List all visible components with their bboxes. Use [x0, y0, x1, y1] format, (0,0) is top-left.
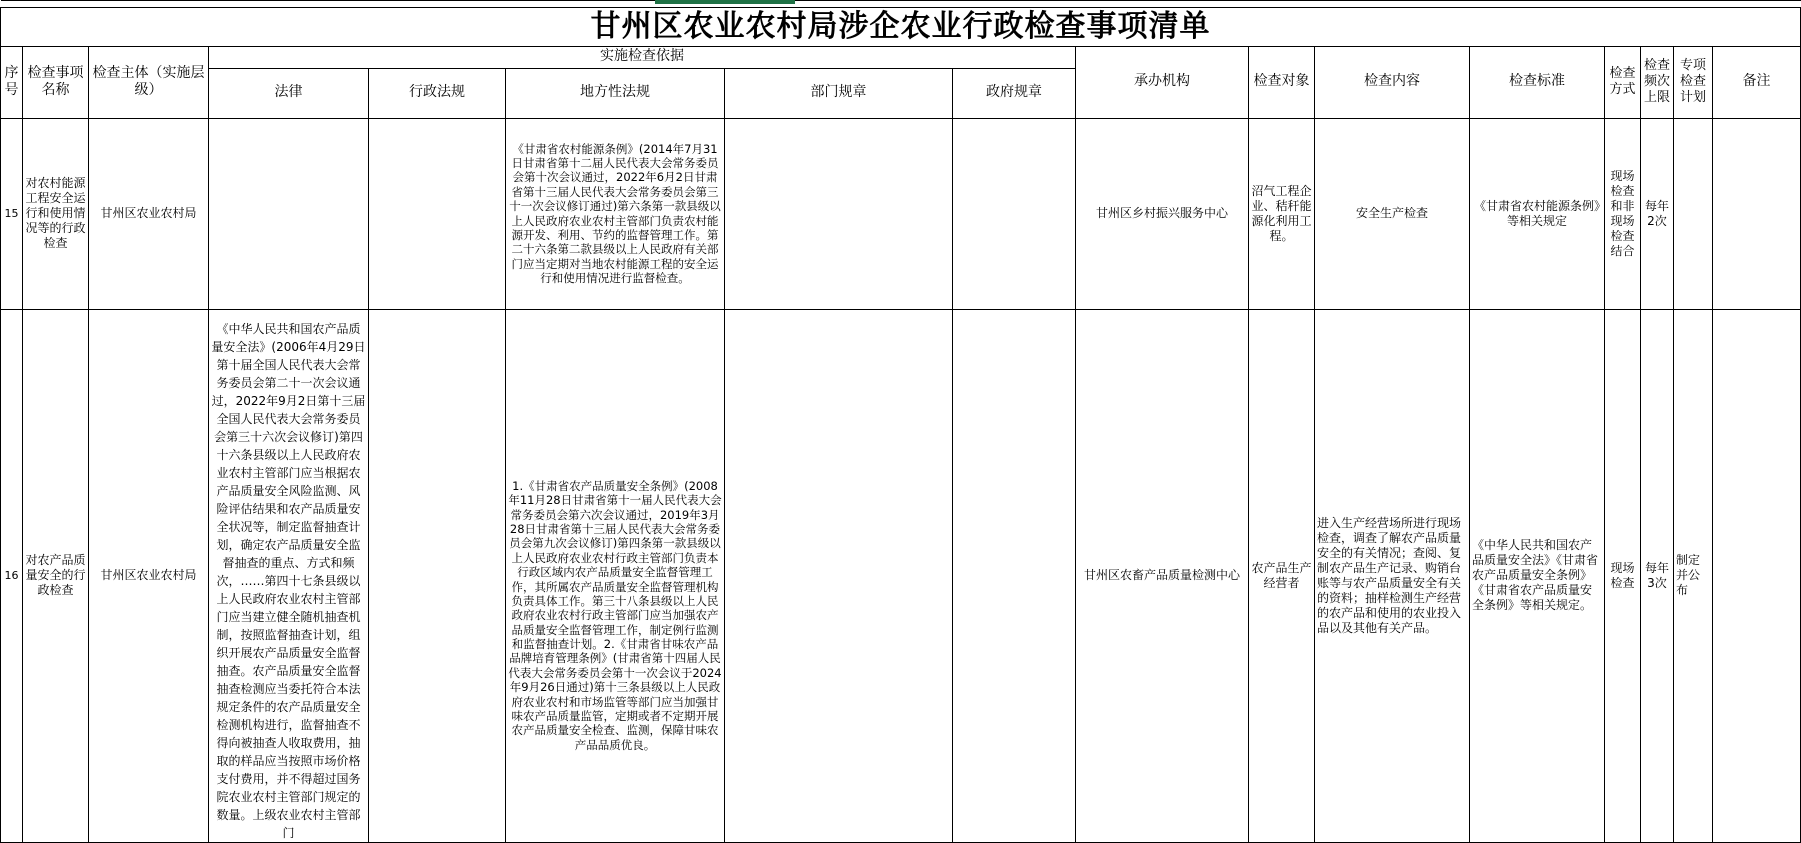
header-special-plan[interactable]: 专项检查计划 — [1674, 46, 1713, 118]
cell-seq[interactable]: 16 — [1, 309, 23, 842]
cell-freq[interactable]: 每年3次 — [1641, 309, 1674, 842]
cell-dept-rule[interactable] — [725, 118, 953, 309]
cell-law[interactable] — [209, 118, 369, 309]
cell-standard[interactable]: 《中华人民共和国农产品质量安全法》《甘肃省农产品质量安全条例》《甘肃省农产品质量安全条例》等相关规定。 — [1470, 309, 1605, 842]
header-subject[interactable]: 检查主体（实施层级） — [89, 46, 209, 118]
cell-method[interactable]: 现场检查和非现场检查结合 — [1605, 118, 1641, 309]
header-local-reg[interactable]: 地方性法规 — [506, 68, 725, 118]
cell-admin-reg[interactable] — [369, 309, 506, 842]
cell-admin-reg[interactable] — [369, 118, 506, 309]
cell-special-plan[interactable]: 制定并公布 — [1674, 309, 1713, 842]
cell-content[interactable]: 安全生产检查 — [1315, 118, 1470, 309]
header-target[interactable]: 检查对象 — [1249, 46, 1315, 118]
header-dept-rule[interactable]: 部门规章 — [725, 68, 953, 118]
cell-subject[interactable]: 甘州区农业农村局 — [89, 118, 209, 309]
header-item-name[interactable]: 检查事项名称 — [23, 46, 89, 118]
cell-target[interactable]: 农产品生产经营者 — [1249, 309, 1315, 842]
cell-agency[interactable]: 甘州区乡村振兴服务中心 — [1076, 118, 1249, 309]
header-remark[interactable]: 备注 — [1713, 46, 1801, 118]
cell-method[interactable]: 现场检查 — [1605, 309, 1641, 842]
cell-target[interactable]: 沼气工程企业、秸秆能源化利用工程。 — [1249, 118, 1315, 309]
cell-remark[interactable] — [1713, 118, 1801, 309]
cell-agency[interactable]: 甘州区农畜产品质量检测中心 — [1076, 309, 1249, 842]
cell-remark[interactable] — [1713, 309, 1801, 842]
selected-cell-indicator — [655, 0, 795, 4]
cell-freq[interactable]: 每年2次 — [1641, 118, 1674, 309]
header-standard[interactable]: 检查标准 — [1470, 46, 1605, 118]
cell-dept-rule[interactable] — [725, 309, 953, 842]
table-row — [1, 309, 1801, 842]
table-row — [1, 118, 1801, 309]
cell-local-reg[interactable]: 《甘肃省农村能源条例》(2014年7月31日甘肃省第十二届人民代表大会常务委员会第十次会议通过，2022年6月2日甘肃省第十三届人民代表大会常务委员会第三十一次会议修订通过)第六条第一款县级以上人民政府农业农村主管部门负责农村能源开发、利用、节约的监督管理工作。第二十六条第二款县级以上人民政府有关部门应当定期对当地农村能源工程的安全运行和使用情况进行监督检查。 — [506, 118, 725, 309]
header-method[interactable]: 检查方式 — [1605, 46, 1641, 118]
header-freq[interactable]: 检查频次上限 — [1641, 46, 1674, 118]
header-basis-group[interactable]: 实施检查依据 — [209, 46, 1076, 68]
cell-law[interactable]: 《中华人民共和国农产品质量安全法》(2006年4月29日第十届全国人民代表大会常务委员会第二十一次会议通过，2022年9月2日第十三届全国人民代表大会常务委员会第三十六次会议修订)第四十六条县级以上人民政府农业农村主管部门应当根据农产品质量安全风险监测、风险评估结果和农产品质量安全状况等，制定监督抽查计划，确定农产品质量安全监督抽查的重点、方式和频次，……第四十七条县级以上人民政府农业农村主管部门应当建立健全随机抽查机制，按照监督抽查计划，组织开展农产品质量安全监督抽查。农产品质量安全监督抽查检测应当委托符合本法规定条件的农产品质量安全检测机构进行，监督抽查不得向被抽查人收取费用，抽取的样品应当按照市场价格支付费用，并不得超过国务院农业农村主管部门规定的数量。上级农业农村主管部门 — [209, 309, 369, 842]
sheet-title[interactable]: 甘州区农业农村局涉企农业行政检查事项清单 — [1, 8, 1801, 47]
header-row-1 — [1, 46, 1801, 68]
cell-subject[interactable]: 甘州区农业农村局 — [89, 309, 209, 842]
header-content[interactable]: 检查内容 — [1315, 46, 1470, 118]
cell-content[interactable]: 进入生产经营场所进行现场检查，调查了解农产品质量安全的有关情况；查阅、复制农产品生产记录、购销台账等与农产品质量安全有关的资料；抽样检测生产经营的农产品和使用的农业投入品以及其他有关产品。 — [1315, 309, 1470, 842]
cell-item-name[interactable]: 对农产品质量安全的行政检查 — [23, 309, 89, 842]
cell-item-name[interactable]: 对农村能源工程安全运行和使用情况等的行政检查 — [23, 118, 89, 309]
header-agency[interactable]: 承办机构 — [1076, 46, 1249, 118]
header-law[interactable]: 法律 — [209, 68, 369, 118]
header-strip — [1, 1, 1801, 8]
cell-seq[interactable]: 15 — [1, 118, 23, 309]
cell-local-reg[interactable]: 1.《甘肃省农产品质量安全条例》(2008年11月28日甘肃省第十一届人民代表大会常务委员会第六次会议通过，2019年3月28日甘肃省第十三届人民代表大会常务委员会第九次会议修订)第四条第一款县级以上人民政府农业农村行政主管部门负责本行政区域内农产品质量安全监督管理工作，其所属农产品质量安全监督管理机构负责具体工作。第三十八条县级以上人民政府农业农村行政主管部门应当加强农产品质量安全监督管理工作，制定例行监测和监督抽查计划。2.《甘肃省甘味农产品品牌培育管理条例》(甘肃省第十四届人民代表大会常务委员会第十一次会议于2024年9月26日通过)第十三条县级以上人民政府农业农村和市场监管等部门应当加强甘味农产品质量监管，定期或者不定期开展农产品质量安全检查、监测，保障甘味农产品品质优良。 — [506, 309, 725, 842]
title-row — [1, 8, 1801, 47]
header-gov-rule[interactable]: 政府规章 — [953, 68, 1076, 118]
header-admin-reg[interactable]: 行政法规 — [369, 68, 506, 118]
header-seq[interactable]: 序号 — [1, 46, 23, 118]
cell-gov-rule[interactable] — [953, 118, 1076, 309]
cell-gov-rule[interactable] — [953, 309, 1076, 842]
cell-special-plan[interactable] — [1674, 118, 1713, 309]
cell-standard[interactable]: 《甘肃省农村能源条例》等相关规定 — [1470, 118, 1605, 309]
